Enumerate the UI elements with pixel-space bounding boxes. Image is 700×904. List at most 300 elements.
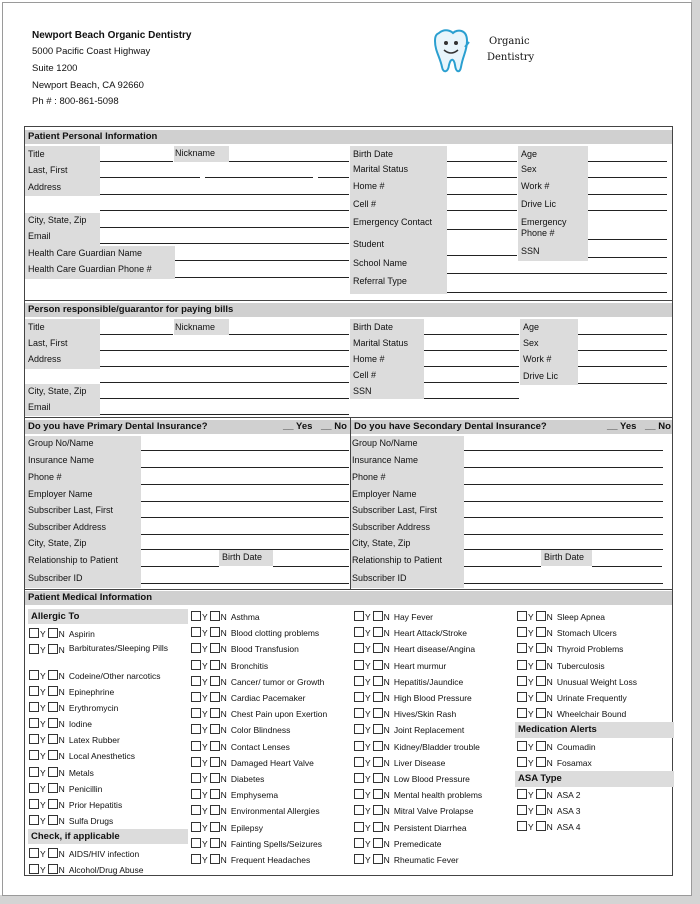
no-checkbox[interactable] <box>373 757 383 767</box>
no-checkbox[interactable] <box>48 783 58 793</box>
primary-city-state-zip-label: City, State, Zip <box>28 538 87 548</box>
p-address-line-1[interactable] <box>100 194 349 195</box>
no-label: N <box>220 838 227 849</box>
primary-employer-name-line[interactable] <box>141 501 349 502</box>
primary-relationship-to-patient-line[interactable] <box>141 566 219 567</box>
no-checkbox[interactable] <box>48 644 58 654</box>
g-marital-line[interactable] <box>424 350 519 351</box>
condition-label: Unusual Weight Loss <box>556 676 637 687</box>
no-checkbox[interactable] <box>210 805 220 815</box>
yes-checkbox[interactable] <box>517 660 527 670</box>
yes-checkbox[interactable] <box>191 741 201 751</box>
g-title-line[interactable] <box>100 334 173 335</box>
no-checkbox[interactable] <box>210 854 220 864</box>
condition-label: Blood clotting problems <box>230 628 320 639</box>
yes-label: Y <box>365 838 371 849</box>
primary-no[interactable]: __ No <box>321 421 347 432</box>
yes-checkbox[interactable] <box>354 627 364 637</box>
condition-label: Frequent Headaches <box>230 855 311 865</box>
condition-label: Epinephrine <box>68 687 115 697</box>
no-checkbox[interactable] <box>536 676 546 686</box>
no-checkbox[interactable] <box>536 708 546 718</box>
condition-label: Local Anesthetics <box>68 751 135 761</box>
yes-checkbox[interactable] <box>517 692 527 702</box>
medical-item-premedicate <box>353 838 442 849</box>
p-age-label: Age <box>521 149 538 159</box>
no-checkbox[interactable] <box>536 821 546 831</box>
g-drivelic-line[interactable] <box>578 383 667 384</box>
no-checkbox[interactable] <box>373 822 383 832</box>
no-checkbox[interactable] <box>48 864 58 874</box>
g-lastfirst-line[interactable] <box>100 350 349 351</box>
secondary-subscriber-id-line[interactable] <box>464 583 663 584</box>
no-checkbox[interactable] <box>373 789 383 799</box>
p-student-line[interactable] <box>447 255 517 256</box>
g-cell-line[interactable] <box>424 382 519 383</box>
primary-ins-question: Do you have Primary Dental Insurance? <box>28 421 208 432</box>
yes-checkbox[interactable] <box>517 805 527 815</box>
medical-item-sleep-apnea <box>516 611 605 622</box>
yes-checkbox[interactable] <box>191 708 201 718</box>
no-checkbox[interactable] <box>48 750 58 760</box>
primary-phone-line[interactable] <box>141 484 349 485</box>
primary-birthdate-line[interactable] <box>273 566 349 567</box>
no-label: N <box>220 855 227 865</box>
no-checkbox[interactable] <box>536 627 546 637</box>
yes-checkbox[interactable] <box>191 854 201 864</box>
condition-label: Liver Disease <box>393 757 446 768</box>
secondary-ins-question: Do you have Secondary Dental Insurance? <box>354 421 547 432</box>
g-ssn-line[interactable] <box>424 398 519 399</box>
no-checkbox[interactable] <box>48 718 58 728</box>
primary-subscriber-id-line[interactable] <box>141 583 349 584</box>
secondary-employer-name-label: Employer Name <box>352 489 417 499</box>
no-label: N <box>58 751 65 761</box>
p-work-line[interactable] <box>588 194 667 195</box>
practice-city: Newport Beach, CA 92660 <box>32 80 144 91</box>
no-checkbox[interactable] <box>536 789 546 799</box>
yes-label: Y <box>202 838 208 849</box>
yes-checkbox[interactable] <box>354 838 364 848</box>
g-address-line-1[interactable] <box>100 366 349 367</box>
no-checkbox[interactable] <box>210 838 220 848</box>
p-sex-line[interactable] <box>588 177 667 178</box>
yes-label: Y <box>202 741 208 752</box>
no-checkbox[interactable] <box>373 805 383 815</box>
p-referral-line[interactable] <box>447 292 667 293</box>
medical-item-local-anesthetics <box>28 750 135 761</box>
no-label: N <box>220 644 227 655</box>
p-emergency-phone-line[interactable] <box>588 239 667 240</box>
p-nickname-label: Nickname <box>175 148 216 158</box>
yes-checkbox[interactable] <box>354 660 364 670</box>
yes-checkbox[interactable] <box>354 724 364 734</box>
p-first-line[interactable] <box>205 177 313 178</box>
secondary-no[interactable]: __ No <box>645 421 671 432</box>
medical-item-asthma <box>190 611 260 622</box>
medical-item-epinephrine <box>28 686 114 697</box>
yes-label: Y <box>202 709 208 720</box>
condition-label: Codeine/Other narcotics <box>68 671 161 681</box>
g-age-line[interactable] <box>578 334 667 335</box>
condition-label: Hay Fever <box>393 612 434 622</box>
secondary-insurance-name-line[interactable] <box>464 467 663 468</box>
primary-yes[interactable]: __ Yes <box>283 421 313 432</box>
yes-checkbox[interactable] <box>354 643 364 653</box>
yes-checkbox[interactable] <box>354 805 364 815</box>
primary-insurance-name-label: Insurance Name <box>28 455 95 465</box>
no-checkbox[interactable] <box>536 692 546 702</box>
medical-item-liver-disease <box>353 757 445 768</box>
no-checkbox[interactable] <box>210 724 220 734</box>
g-birthdate-line[interactable] <box>424 334 519 335</box>
yes-label: Y <box>40 865 46 875</box>
yes-checkbox[interactable] <box>517 757 527 767</box>
no-checkbox[interactable] <box>373 627 383 637</box>
no-checkbox[interactable] <box>373 773 383 783</box>
primary-phone-label: Phone # <box>28 472 62 482</box>
primary-group-no-name-line[interactable] <box>141 450 349 451</box>
no-checkbox[interactable] <box>48 686 58 696</box>
condition-label: Erythromycin <box>68 703 119 713</box>
no-checkbox[interactable] <box>48 702 58 712</box>
p-guardian-phone-line[interactable] <box>175 277 349 278</box>
yes-checkbox[interactable] <box>29 628 39 638</box>
no-label: N <box>220 822 227 833</box>
no-checkbox[interactable] <box>536 741 546 751</box>
condition-label: Stomach Ulcers <box>556 628 617 639</box>
yes-checkbox[interactable] <box>29 644 39 654</box>
asa-type-header: ASA Type <box>515 771 674 787</box>
medical-item-unusual-weight-loss <box>516 676 637 687</box>
secondary-group-no-name-line[interactable] <box>464 450 663 451</box>
p-title-line[interactable] <box>100 161 173 162</box>
yes-checkbox[interactable] <box>29 799 39 809</box>
p-cell-line[interactable] <box>447 210 517 211</box>
yes-checkbox[interactable] <box>29 686 39 696</box>
no-checkbox[interactable] <box>210 611 220 621</box>
medical-item-prior-hepatitis <box>28 799 122 810</box>
medical-item-thyroid-problems <box>516 643 623 654</box>
primary-subscriber-last-first-label: Subscriber Last, First <box>28 505 114 515</box>
no-checkbox[interactable] <box>373 676 383 686</box>
medical-item-iodine <box>28 718 92 729</box>
primary-subscriber-address-line[interactable] <box>141 534 349 535</box>
yes-checkbox[interactable] <box>29 848 39 858</box>
no-checkbox[interactable] <box>373 692 383 702</box>
condition-label: ASA 2 <box>556 790 581 800</box>
secondary-birthdate-line[interactable] <box>592 566 662 567</box>
no-checkbox[interactable] <box>210 643 220 653</box>
no-label: N <box>220 612 227 622</box>
g-address-line-2[interactable] <box>100 382 349 383</box>
p-emergency-phone-label-1: Emergency <box>521 217 567 227</box>
yes-label: Y <box>365 757 371 768</box>
yes-checkbox[interactable] <box>354 854 364 864</box>
no-checkbox[interactable] <box>48 734 58 744</box>
no-label: N <box>546 612 553 622</box>
p-birthdate-line[interactable] <box>447 161 517 162</box>
yes-label: Y <box>40 800 46 810</box>
yes-checkbox[interactable] <box>354 741 364 751</box>
g-work-line[interactable] <box>578 366 667 367</box>
no-checkbox[interactable] <box>210 773 220 783</box>
yes-checkbox[interactable] <box>354 757 364 767</box>
secondary-employer-name-line[interactable] <box>464 501 663 502</box>
no-checkbox[interactable] <box>48 799 58 809</box>
yes-checkbox[interactable] <box>517 708 527 718</box>
practice-name: Newport Beach Organic Dentistry <box>32 30 192 41</box>
condition-label: Blood Transfusion <box>230 644 299 655</box>
p-drivelic-line[interactable] <box>588 210 667 211</box>
g-sex-line[interactable] <box>578 350 667 351</box>
yes-checkbox[interactable] <box>191 838 201 848</box>
yes-label: Y <box>365 709 371 720</box>
yes-checkbox[interactable] <box>354 789 364 799</box>
no-checkbox[interactable] <box>210 741 220 751</box>
yes-checkbox[interactable] <box>191 789 201 799</box>
no-label: N <box>58 800 65 810</box>
no-label: N <box>383 757 390 768</box>
yes-label: Y <box>365 741 371 752</box>
yes-checkbox[interactable] <box>29 815 39 825</box>
yes-checkbox[interactable] <box>517 676 527 686</box>
no-label: N <box>383 612 390 622</box>
yes-checkbox[interactable] <box>354 708 364 718</box>
primary-subscriber-last-first-line[interactable] <box>141 517 349 518</box>
medical-item-heart-attack-stroke <box>353 627 467 638</box>
g-nickname-label: Nickname <box>175 322 216 332</box>
condition-label: AIDS/HIV infection <box>68 849 140 859</box>
yes-checkbox[interactable] <box>517 821 527 831</box>
medical-item-metals <box>28 767 94 778</box>
yes-checkbox[interactable] <box>517 627 527 637</box>
no-label: N <box>58 629 65 639</box>
yes-checkbox[interactable] <box>517 643 527 653</box>
p-home-line[interactable] <box>447 194 517 195</box>
p-city-line[interactable] <box>100 227 349 228</box>
p-school-line[interactable] <box>447 273 667 274</box>
no-checkbox[interactable] <box>210 627 220 637</box>
p-guardian-name-label: Health Care Guardian Name <box>28 248 143 258</box>
medical-item-hay-fever <box>353 611 433 622</box>
g-address-label: Address <box>28 354 62 364</box>
yes-checkbox[interactable] <box>29 734 39 744</box>
no-checkbox[interactable] <box>210 676 220 686</box>
no-checkbox[interactable] <box>373 724 383 734</box>
no-checkbox[interactable] <box>48 767 58 777</box>
no-label: N <box>383 693 390 703</box>
yes-label: Y <box>40 849 46 859</box>
no-label: N <box>58 865 65 875</box>
condition-label: Environmental Allergies <box>230 806 320 817</box>
yes-checkbox[interactable] <box>191 773 201 783</box>
secondary-subscriber-address-line[interactable] <box>464 534 663 535</box>
medical-item-alcohol-drug-abuse <box>28 864 143 875</box>
p-lastfirst-label: Last, First <box>28 165 68 175</box>
p-age-line[interactable] <box>588 161 667 162</box>
g-email-line[interactable] <box>100 414 349 415</box>
yes-checkbox[interactable] <box>29 750 39 760</box>
yes-checkbox[interactable] <box>191 676 201 686</box>
medical-item-latex-rubber <box>28 734 120 745</box>
medical-item-persistent-diarrhea <box>353 822 467 833</box>
yes-checkbox[interactable] <box>29 702 39 712</box>
condition-label: Chest Pain upon Exertion <box>230 709 328 720</box>
no-checkbox[interactable] <box>536 805 546 815</box>
yes-checkbox[interactable] <box>191 757 201 767</box>
no-checkbox[interactable] <box>373 660 383 670</box>
yes-label: Y <box>528 709 534 720</box>
yes-label: Y <box>365 790 371 801</box>
secondary-relationship-to-patient-label: Relationship to Patient <box>352 555 443 565</box>
no-checkbox[interactable] <box>210 708 220 718</box>
yes-checkbox[interactable] <box>354 611 364 621</box>
secondary-city-state-zip-line[interactable] <box>464 549 663 550</box>
yes-label: Y <box>528 742 534 752</box>
no-checkbox[interactable] <box>536 611 546 621</box>
condition-label: Heart murmur <box>393 660 447 671</box>
g-ssn-label: SSN <box>353 386 372 396</box>
no-checkbox[interactable] <box>210 757 220 767</box>
p-ssn-label: SSN <box>521 246 540 256</box>
p-emergency-line[interactable] <box>447 229 517 230</box>
no-checkbox[interactable] <box>48 628 58 638</box>
p-guardian-name-line[interactable] <box>175 260 349 261</box>
no-checkbox[interactable] <box>373 643 383 653</box>
yes-checkbox[interactable] <box>191 822 201 832</box>
yes-checkbox[interactable] <box>29 718 39 728</box>
no-checkbox[interactable] <box>373 838 383 848</box>
g-home-line[interactable] <box>424 366 519 367</box>
no-checkbox[interactable] <box>48 815 58 825</box>
yes-checkbox[interactable] <box>29 783 39 793</box>
no-checkbox[interactable] <box>536 643 546 653</box>
p-nickname-line[interactable] <box>229 161 349 162</box>
medical-item-kidney-bladder-trouble <box>353 741 480 752</box>
p-mi-line[interactable] <box>318 177 349 178</box>
no-label: N <box>383 774 390 784</box>
yes-label: Y <box>202 676 208 687</box>
secondary-ins-header <box>351 420 672 434</box>
no-label: N <box>546 709 553 720</box>
no-checkbox[interactable] <box>536 660 546 670</box>
g-nickname-line[interactable] <box>229 334 349 335</box>
p-address-line-2[interactable] <box>100 210 349 211</box>
no-label: N <box>220 725 227 736</box>
primary-city-state-zip-line[interactable] <box>141 549 349 550</box>
p-ssn-line[interactable] <box>588 257 667 258</box>
no-label: N <box>383 822 390 833</box>
yes-checkbox[interactable] <box>354 676 364 686</box>
medical-item-mitral-valve-prolapse <box>353 805 474 816</box>
yes-checkbox[interactable] <box>191 724 201 734</box>
yes-checkbox[interactable] <box>354 822 364 832</box>
no-checkbox[interactable] <box>210 692 220 702</box>
condition-label: Color Blindness <box>230 725 291 736</box>
yes-checkbox[interactable] <box>191 692 201 702</box>
no-checkbox[interactable] <box>48 848 58 858</box>
p-email-line[interactable] <box>100 243 349 244</box>
g-city-line[interactable] <box>100 398 349 399</box>
yes-label: Y <box>528 644 534 655</box>
yes-checkbox[interactable] <box>191 627 201 637</box>
g-work-label: Work # <box>523 354 552 364</box>
yes-checkbox[interactable] <box>29 864 39 874</box>
medical-item-rheumatic-fever <box>353 854 459 865</box>
p-last-line[interactable] <box>100 177 200 178</box>
secondary-phone-label: Phone # <box>352 472 386 482</box>
medical-item-damaged-heart-valve <box>190 757 314 768</box>
p-marital-line[interactable] <box>447 177 517 178</box>
yes-label: Y <box>202 725 208 736</box>
no-label: N <box>220 709 227 720</box>
secondary-subscriber-last-first-line[interactable] <box>464 517 663 518</box>
yes-checkbox[interactable] <box>354 773 364 783</box>
medical-item-aspirin <box>28 628 95 639</box>
yes-label: Y <box>528 758 534 768</box>
secondary-relationship-to-patient-line[interactable] <box>464 566 541 567</box>
no-checkbox[interactable] <box>373 708 383 718</box>
yes-checkbox[interactable] <box>29 670 39 680</box>
no-label: N <box>383 660 390 671</box>
condition-label: Alcohol/Drug Abuse <box>68 865 144 875</box>
yes-label: Y <box>528 660 534 671</box>
yes-checkbox[interactable] <box>354 692 364 702</box>
yes-label: Y <box>202 660 208 671</box>
secondary-yes[interactable]: __ Yes <box>607 421 637 432</box>
no-checkbox[interactable] <box>373 741 383 751</box>
yes-checkbox[interactable] <box>517 611 527 621</box>
yes-label: Y <box>202 822 208 833</box>
no-label: N <box>220 806 227 817</box>
yes-label: Y <box>202 628 208 639</box>
primary-relationship-to-patient-label: Relationship to Patient <box>28 555 119 565</box>
no-checkbox[interactable] <box>373 611 383 621</box>
yes-label: Y <box>528 822 534 832</box>
primary-employer-name-label: Employer Name <box>28 489 93 499</box>
no-checkbox[interactable] <box>210 822 220 832</box>
no-label: N <box>383 855 390 865</box>
no-checkbox[interactable] <box>210 660 220 670</box>
no-checkbox[interactable] <box>536 757 546 767</box>
no-checkbox[interactable] <box>373 854 383 864</box>
condition-label: Metals <box>68 768 94 778</box>
yes-label: Y <box>528 806 534 816</box>
medication-alerts-header: Medication Alerts <box>515 722 674 738</box>
no-checkbox[interactable] <box>210 789 220 799</box>
section-patient-header: Patient Personal Information <box>25 130 672 144</box>
medical-item-fainting-spells-seizures <box>190 838 322 849</box>
condition-label: Persistent Diarrhea <box>393 822 467 833</box>
medical-item-asa-2 <box>516 789 580 800</box>
p-referral-label: Referral Type <box>353 276 407 286</box>
condition-label: ASA 3 <box>556 806 581 816</box>
yes-label: Y <box>365 774 371 784</box>
yes-checkbox[interactable] <box>191 660 201 670</box>
yes-checkbox[interactable] <box>517 789 527 799</box>
secondary-phone-line[interactable] <box>464 484 663 485</box>
yes-checkbox[interactable] <box>191 643 201 653</box>
condition-label: Rheumatic Fever <box>393 855 459 865</box>
g-age-label: Age <box>523 322 540 332</box>
primary-insurance-name-line[interactable] <box>141 467 349 468</box>
yes-checkbox[interactable] <box>29 767 39 777</box>
no-checkbox[interactable] <box>48 670 58 680</box>
yes-checkbox[interactable] <box>191 805 201 815</box>
yes-checkbox[interactable] <box>191 611 201 621</box>
yes-checkbox[interactable] <box>517 741 527 751</box>
